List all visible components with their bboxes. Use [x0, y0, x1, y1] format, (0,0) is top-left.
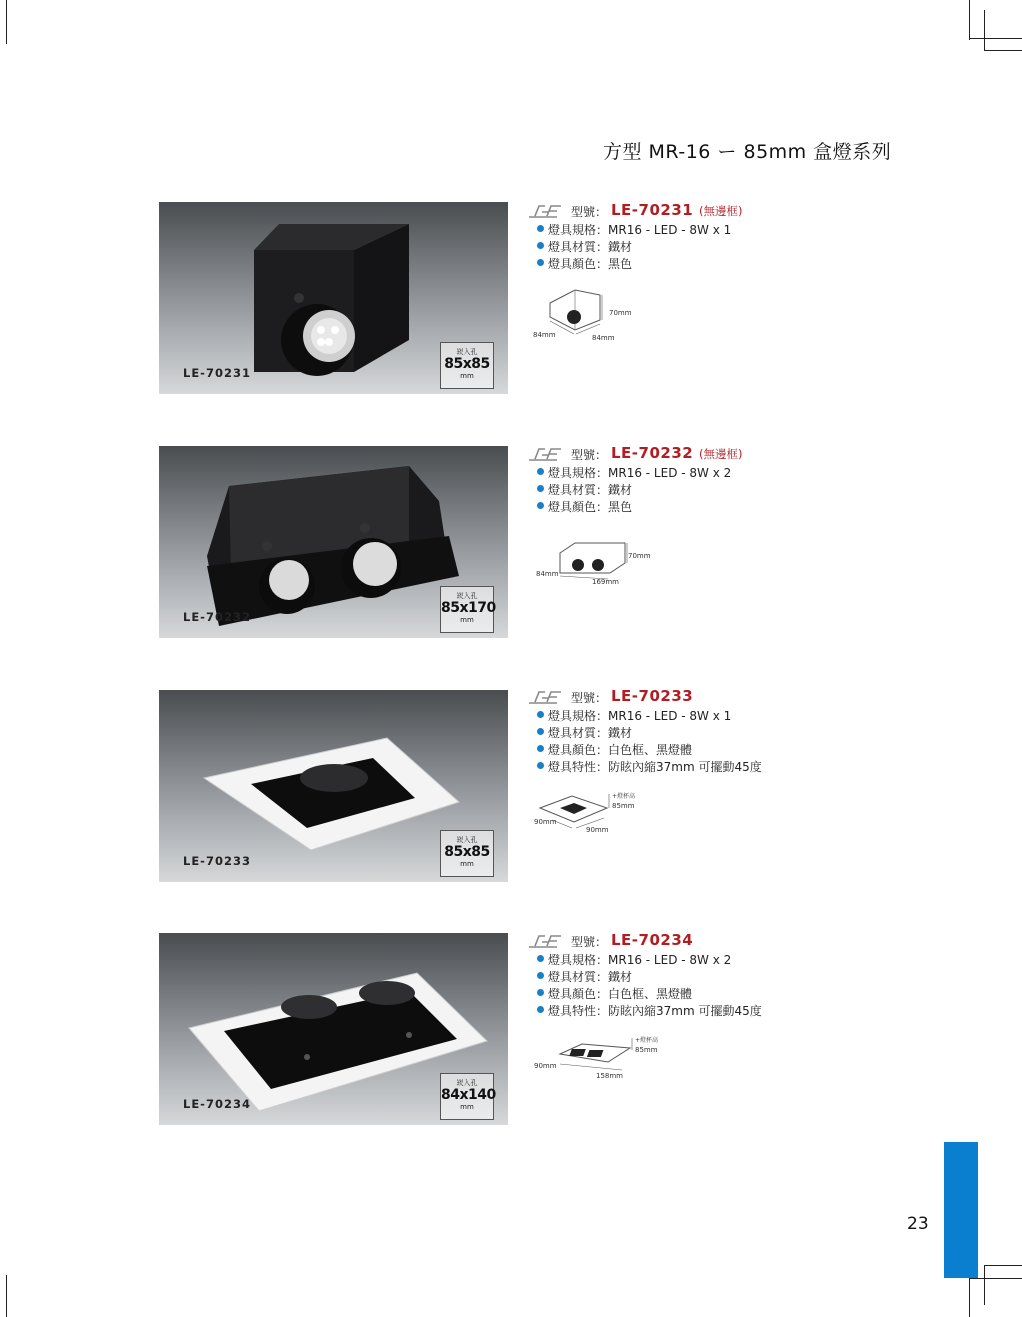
bullet-icon — [537, 745, 544, 752]
bullet-icon — [537, 972, 544, 979]
dim-label: +燈杯高 — [612, 793, 636, 800]
le-logo-icon — [527, 933, 567, 949]
spec-item: 燈具規格：MR16 - LED - 8W x 1 — [527, 221, 827, 238]
bullet-icon — [537, 225, 544, 232]
model-line — [527, 931, 827, 951]
cutout-size-badge — [440, 1073, 494, 1120]
crop-mark — [969, 1278, 970, 1317]
spec-item: 燈具材質：鐵材 — [527, 238, 827, 255]
model-number: LE-70233 — [611, 687, 694, 705]
crop-mark — [984, 50, 1022, 51]
dim-label: 70mm — [609, 309, 632, 317]
product-spec — [527, 444, 827, 515]
cutout-size: 85x85 — [444, 844, 490, 860]
spec-item: 燈具顏色：白色框、黑燈體 — [527, 985, 827, 1002]
cutout-size-badge — [440, 342, 494, 389]
bullet-icon — [537, 1006, 544, 1013]
bullet-icon — [537, 242, 544, 249]
dim-label: 84mm — [533, 331, 556, 339]
crop-mark — [6, 0, 7, 44]
product-photo — [159, 202, 508, 394]
model-key: 型號： — [571, 691, 608, 705]
spec-item: 燈具顏色：黑色 — [527, 255, 827, 272]
page-number: 23 — [907, 1214, 929, 1234]
photo-model-label: LE-70233 — [183, 854, 251, 868]
dim-label: 84mm — [592, 334, 615, 342]
bullet-icon — [537, 955, 544, 962]
dim-label: 85mm — [635, 1046, 658, 1054]
spec-item: 燈具材質：鐵材 — [527, 968, 827, 985]
cutout-unit: mm — [460, 1103, 474, 1111]
bullet-icon — [537, 989, 544, 996]
crop-mark — [969, 1278, 1022, 1279]
crop-mark — [6, 1275, 7, 1317]
le-logo-icon — [527, 689, 567, 705]
model-note: (無邊框) — [699, 447, 743, 461]
bullet-icon — [537, 762, 544, 769]
model-key: 型號： — [571, 448, 608, 462]
bullet-icon — [537, 468, 544, 475]
photo-model-label: LE-70231 — [183, 366, 251, 380]
dim-label: +燈杯高 — [635, 1037, 659, 1044]
model-key: 型號： — [571, 205, 608, 219]
cutout-caption: 崁入孔 — [456, 1079, 478, 1087]
cutout-caption: 崁入孔 — [456, 348, 478, 356]
dim-label: 169mm — [592, 578, 619, 586]
model-number: LE-70231 — [611, 201, 694, 219]
crop-mark — [969, 0, 970, 40]
dim-label: 90mm — [586, 826, 609, 834]
photo-model-label: LE-70234 — [183, 1097, 251, 1111]
model-number: LE-70234 — [611, 931, 694, 949]
model-key: 型號： — [571, 935, 608, 949]
dim-label: 70mm — [628, 552, 651, 560]
spec-item: 燈具規格：MR16 - LED - 8W x 1 — [527, 707, 827, 724]
dimension-diagram — [532, 1032, 672, 1082]
product-photo — [159, 690, 508, 882]
spec-item: 燈具規格：MR16 - LED - 8W x 2 — [527, 464, 827, 481]
spec-item: 燈具材質：鐵材 — [527, 481, 827, 498]
spec-item: 燈具顏色：白色框、黑燈體 — [527, 741, 827, 758]
bullet-icon — [537, 728, 544, 735]
spec-item: 燈具顏色：黑色 — [527, 498, 827, 515]
dimension-diagram — [530, 538, 670, 588]
cutout-size-badge — [440, 830, 494, 877]
cutout-unit: mm — [460, 860, 474, 868]
cutout-size-badge — [440, 586, 494, 633]
cutout-size: 85x170 — [441, 600, 496, 616]
dim-label: 90mm — [534, 1062, 557, 1070]
model-number: LE-70232 — [611, 444, 694, 462]
dimension-diagram — [530, 285, 660, 345]
crop-mark — [984, 1265, 1022, 1266]
cutout-size: 84x140 — [441, 1087, 496, 1103]
spec-item: 燈具材質：鐵材 — [527, 724, 827, 741]
dim-label: 84mm — [536, 570, 559, 578]
crop-mark — [984, 10, 985, 50]
product-spec — [527, 687, 827, 775]
crop-mark — [984, 1265, 985, 1305]
bullet-icon — [537, 485, 544, 492]
cutout-unit: mm — [460, 616, 474, 624]
bullet-icon — [537, 502, 544, 509]
section-tab — [944, 1142, 978, 1278]
dim-label: 85mm — [612, 802, 635, 810]
cutout-caption: 崁入孔 — [456, 836, 478, 844]
spec-item: 燈具特性：防眩內縮37mm 可擺動45度 — [527, 1002, 827, 1019]
spec-item: 燈具規格：MR16 - LED - 8W x 2 — [527, 951, 827, 968]
bullet-icon — [537, 259, 544, 266]
dimension-diagram — [532, 786, 662, 836]
model-line — [527, 687, 827, 707]
product-photo — [159, 446, 508, 638]
product-spec — [527, 201, 827, 272]
photo-model-label: LE-70232 — [183, 610, 251, 624]
le-logo-icon — [527, 446, 567, 462]
product-photo — [159, 933, 508, 1125]
spec-item: 燈具特性：防眩內縮37mm 可擺動45度 — [527, 758, 827, 775]
cutout-caption: 崁入孔 — [456, 592, 478, 600]
dim-label: 90mm — [534, 818, 557, 826]
product-spec — [527, 931, 827, 1019]
dim-label: 158mm — [596, 1072, 623, 1080]
model-note: (無邊框) — [699, 204, 743, 218]
model-line — [527, 201, 827, 221]
cutout-unit: mm — [460, 372, 474, 380]
bullet-icon — [537, 711, 544, 718]
page-title: 方型 MR-16 ー 85mm 盒燈系列 — [603, 141, 892, 163]
cutout-size: 85x85 — [444, 356, 490, 372]
crop-mark — [969, 38, 1022, 39]
le-logo-icon — [527, 203, 567, 219]
model-line — [527, 444, 827, 464]
